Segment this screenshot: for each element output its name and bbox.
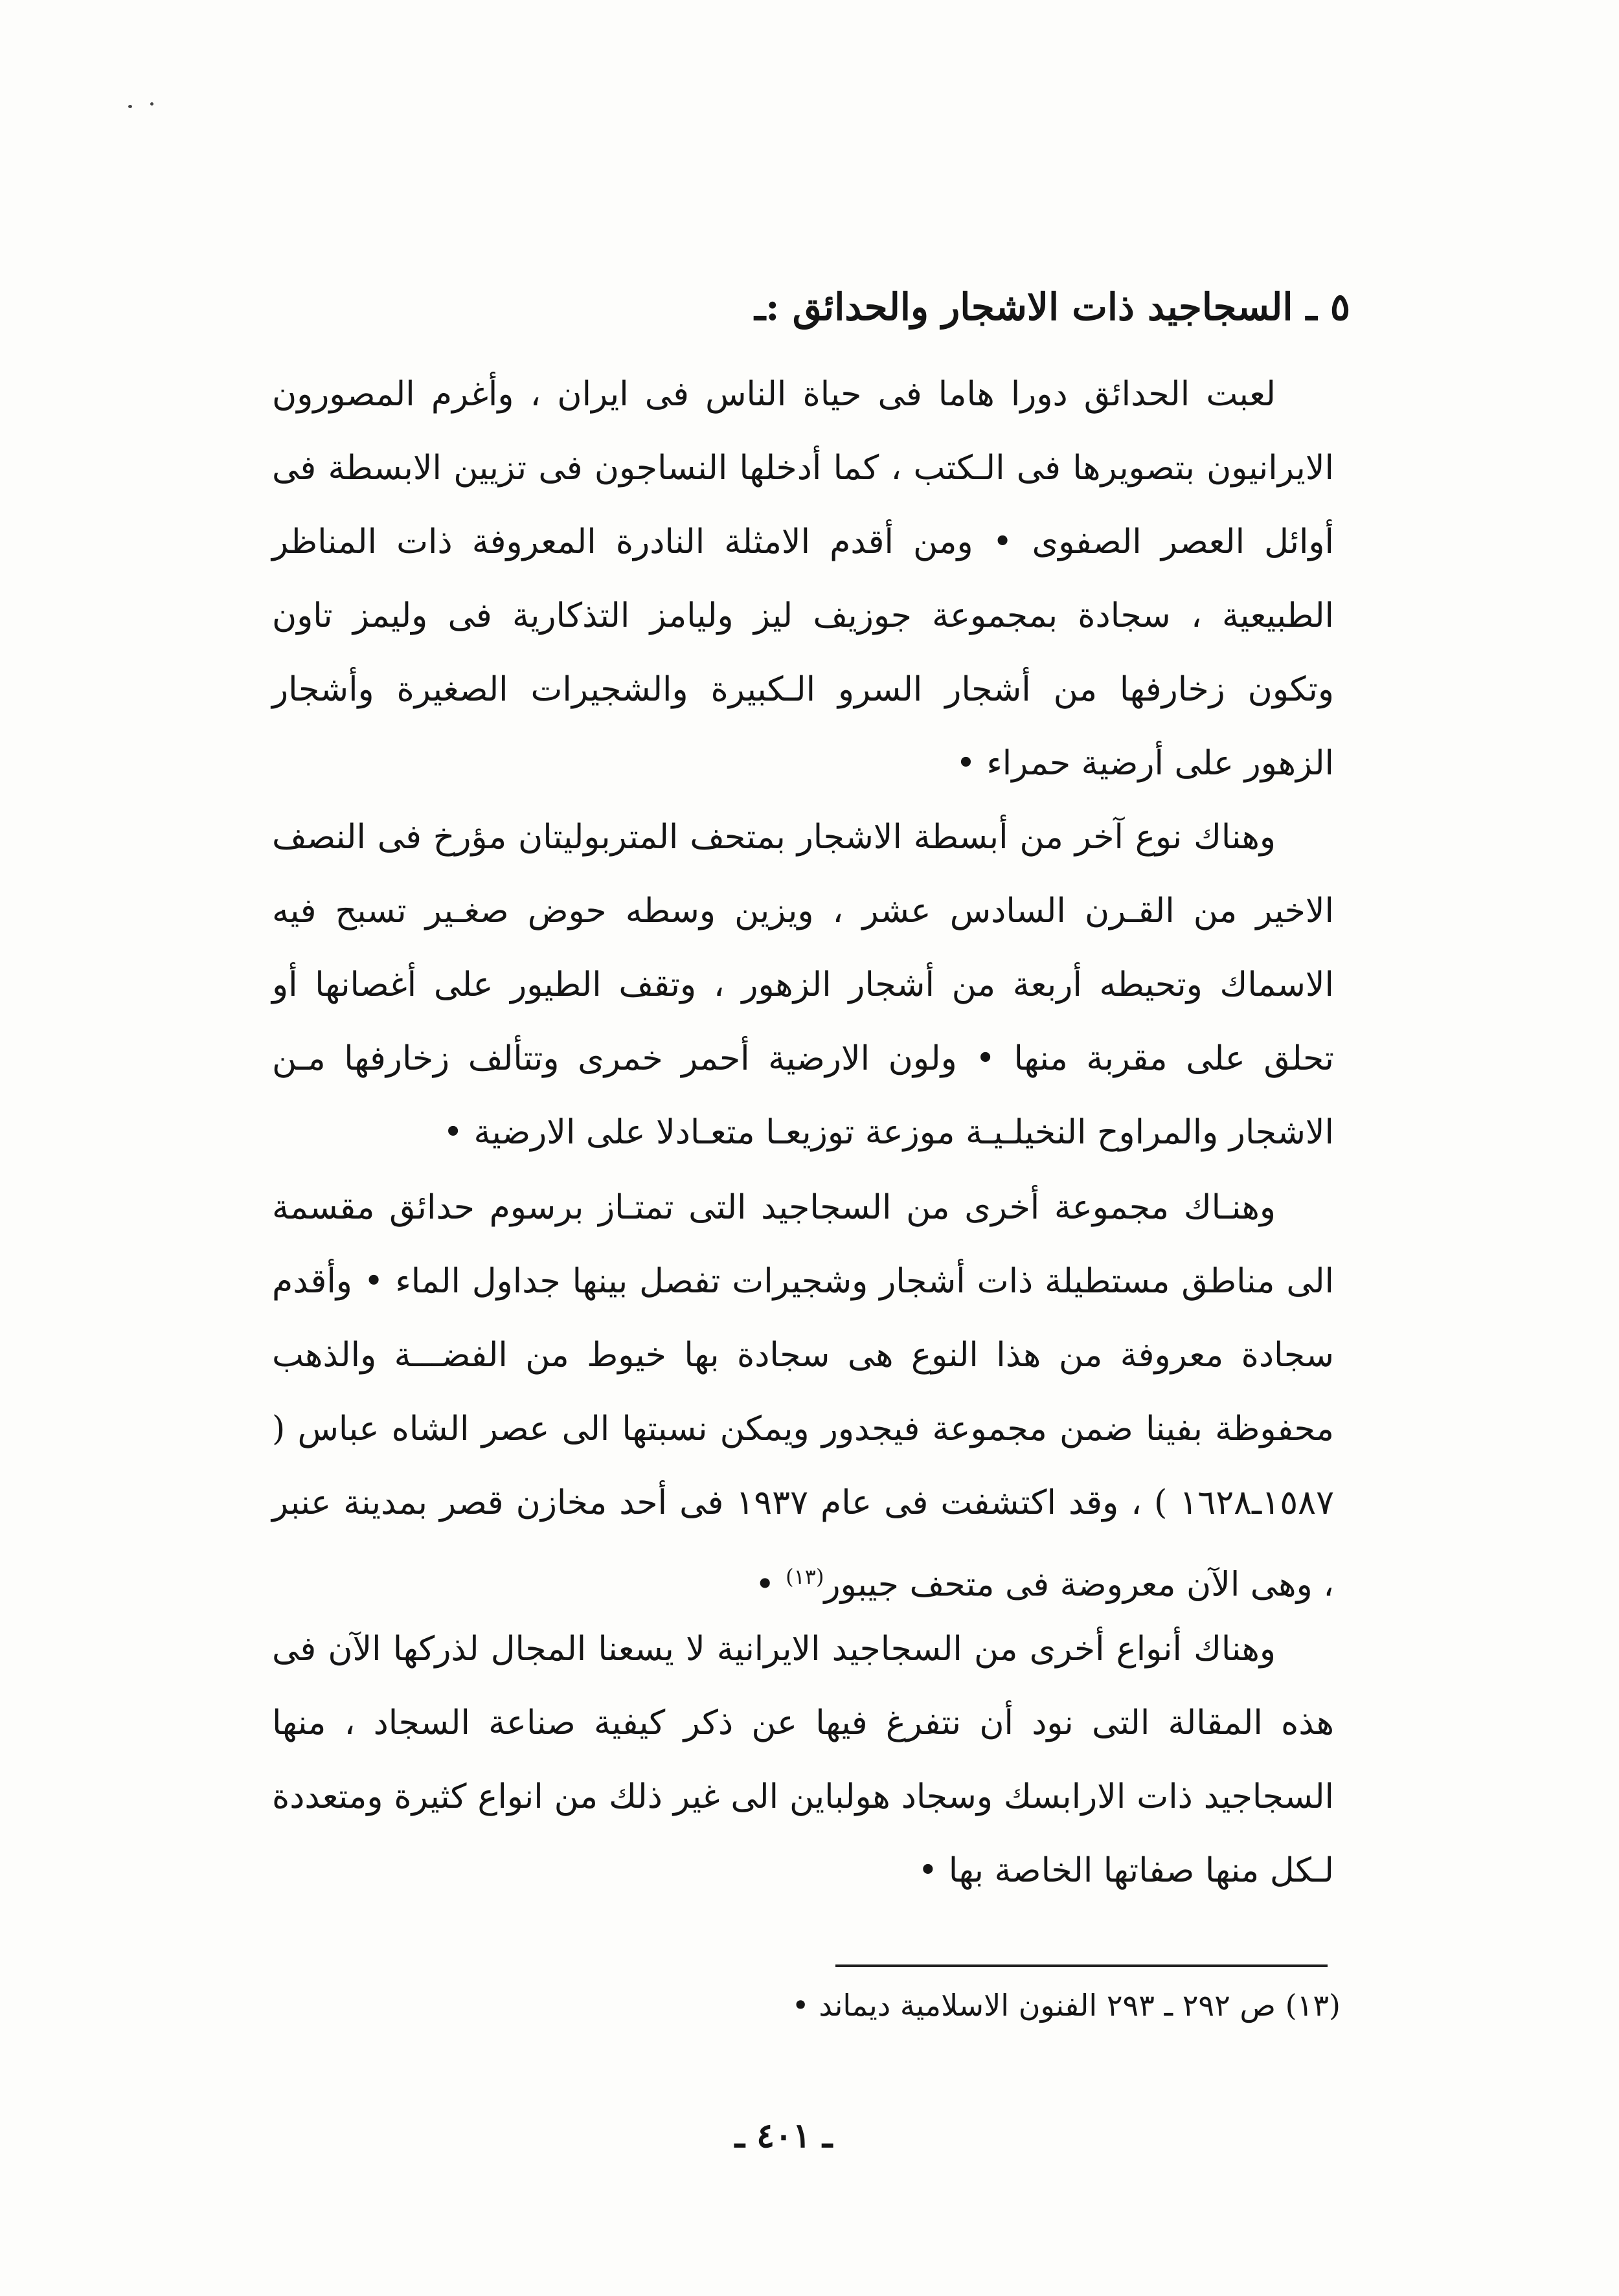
- scan-speck: [150, 102, 153, 106]
- section-heading: ٥ ـ السجاجيد ذات الاشجار والحدائق :ـ: [754, 285, 1350, 329]
- paragraph-garden-carpets: [272, 1171, 1334, 1621]
- paragraph-text: [272, 1171, 1334, 1621]
- paragraph-metropolitan-carpet: [272, 800, 1334, 1169]
- paragraph-text: وهناك نوع آخر من أبسطة الاشجار بمتحف المتربوليتان مؤرخ فى النصف الاخير من القـرن السادس عشر ، ويزين وسطه حوض صغـير تسبح فيه الاسماك وتحيطه أربعة من أشجار الزهور ، وتقف الطيور على أغصانها أو تحلق على مقربة منها • ولون الارضية أحمر خمرى وتتألف زخارفها مـن الاشجار والمراوح النخيلـيـة موزعة توزيعـا متعـادلا على الارضية •: [272, 818, 1334, 1152]
- paragraph-text: لعبت الحدائق دورا هاما فى حياة الناس فى ايران ، وأغرم المصورون الايرانيون بتصويرها فى الـكتب ، كما أدخلها النساجون فى تزيين الابسطة فى أوائل العصر الصفوى • ومن أقدم الامثلة النادرة المعروفة ذات المناظر الطبيعية ، سجادة بمجموعة جوزيف ليز وليامز التذكارية فى وليمز تاون وتكون زخارفها من أشجار السرو الـكبيرة والشجيرات الصغيرة وأشجار الزهور على أرضية حمراء •: [272, 375, 1334, 783]
- scan-speck: [128, 105, 132, 108]
- footnote: (١٣) ص ٢٩٢ ـ ٢٩٣ الفنون الاسلامية ديماند •: [791, 1988, 1341, 2023]
- paragraph-text: وهناك أنواع أخرى من السجاجيد الايرانية لا يسعنا المجال لذركها الآن فى هذه المقالة التى نود أن نتفرغ فيها عن ذكر كيفية صناعة السجاد ، منها السجاجيد ذات الارابسك وسجاد هولباين الى غير ذلك من انواع كثيرة ومتعددة لـكل منها صفاتها الخاصة بها •: [272, 1630, 1334, 1890]
- paragraph-gardens: [272, 357, 1334, 800]
- page-number: ـ ٤٠١ ـ: [734, 2116, 833, 2155]
- paragraph-other-types: [272, 1612, 1334, 1908]
- footnote-divider: [835, 1964, 1328, 1967]
- paragraph-end-mark: •: [754, 1565, 786, 1604]
- paragraph-body: وهنـاك مجموعة أخرى من السجاجيد التى تمتـاز برسوم حدائق مقسمة الى مناطق مستطيلة ذات أشجار وشجيرات تفصل بينها جداول الماء • وأقدم سجادة معروفة من هذا النوع هى سجادة بها خيوط من الفضـــة والذهب محفوظة بفينا ضمن مجموعة فيجدور ويمكن نسبتها الى عصر الشاه عباس ( ١٥٨٧ـ١٦٢٨ ) ، وقد اكتشفت فى عام ١٩٣٧ فى أحد مخازن قصر بمدينة عنبر ، وهى الآن معروضة فى متحف جيبور: [272, 1188, 1334, 1604]
- footnote-reference: (١٣): [786, 1564, 824, 1589]
